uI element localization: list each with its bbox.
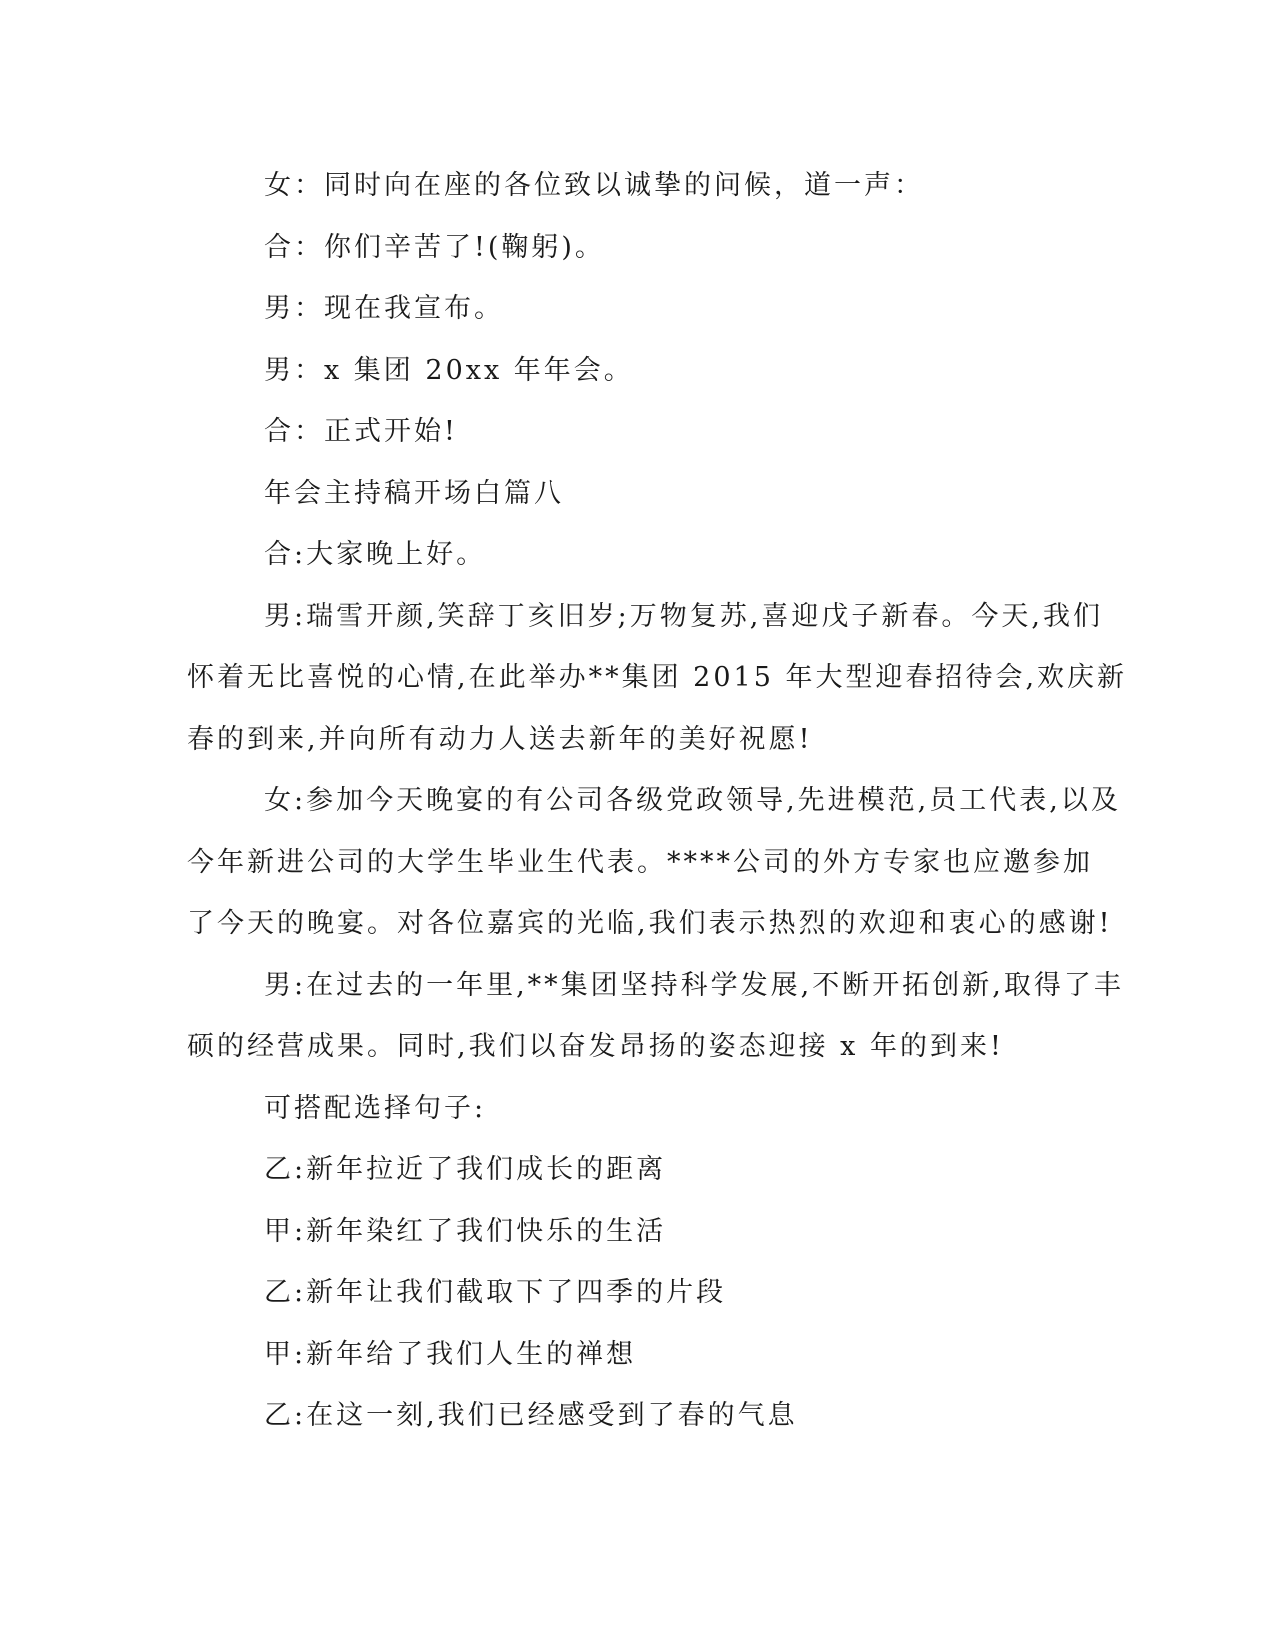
text-line: 男：现在我宣布。: [264, 293, 504, 324]
document-body: [187, 155, 1128, 1447]
text-line: 乙:新年拉近了我们成长的距离: [264, 1154, 667, 1185]
text-line: 合：正式开始!: [264, 416, 458, 447]
text-line: 甲:新年给了我们人生的禅想: [264, 1338, 637, 1370]
text-line: 可搭配选择句子:: [264, 1092, 487, 1124]
text-line: 男:瑞雪开颜,笑辞丁亥旧岁;万物复苏,喜迎戊子新春。今天,我们: [264, 600, 1103, 632]
text-line: 硕的经营成果。同时,我们以奋发昂扬的姿态迎接 x 年的到来!: [187, 1031, 1004, 1062]
text-line: 合:大家晚上好。: [264, 539, 487, 570]
text-line: 合：你们辛苦了!(鞠躬)。: [264, 231, 605, 263]
section-heading: 年会主持稿开场白篇八: [264, 477, 564, 509]
text-line: 了今天的晚宴。对各位嘉宾的光临,我们表示热烈的欢迎和衷心的感谢!: [187, 908, 1113, 939]
text-line: 男：x 集团 20xx 年年会。: [264, 354, 634, 386]
text-line: 女:参加今天晚宴的有公司各级党政领导,先进模范,员工代表,以及: [264, 785, 1121, 816]
text-line: 怀着无比喜悦的心情,在此举办**集团 2015 年大型迎春招待会,欢庆新: [187, 662, 1128, 693]
text-line: 女：同时向在座的各位致以诚挚的问候，道一声：: [264, 170, 924, 201]
text-line: 乙:新年让我们截取下了四季的片段: [264, 1277, 727, 1308]
text-line: 春的到来,并向所有动力人送去新年的美好祝愿!: [187, 723, 813, 755]
text-line: 男:在过去的一年里,**集团坚持科学发展,不断开拓创新,取得了丰: [264, 969, 1124, 1001]
text-line: 今年新进公司的大学生毕业生代表。****公司的外方专家也应邀参加: [187, 846, 1093, 878]
text-line: 乙:在这一刻,我们已经感受到了春的气息: [264, 1400, 798, 1431]
text-line: 甲:新年染红了我们快乐的生活: [264, 1215, 667, 1247]
